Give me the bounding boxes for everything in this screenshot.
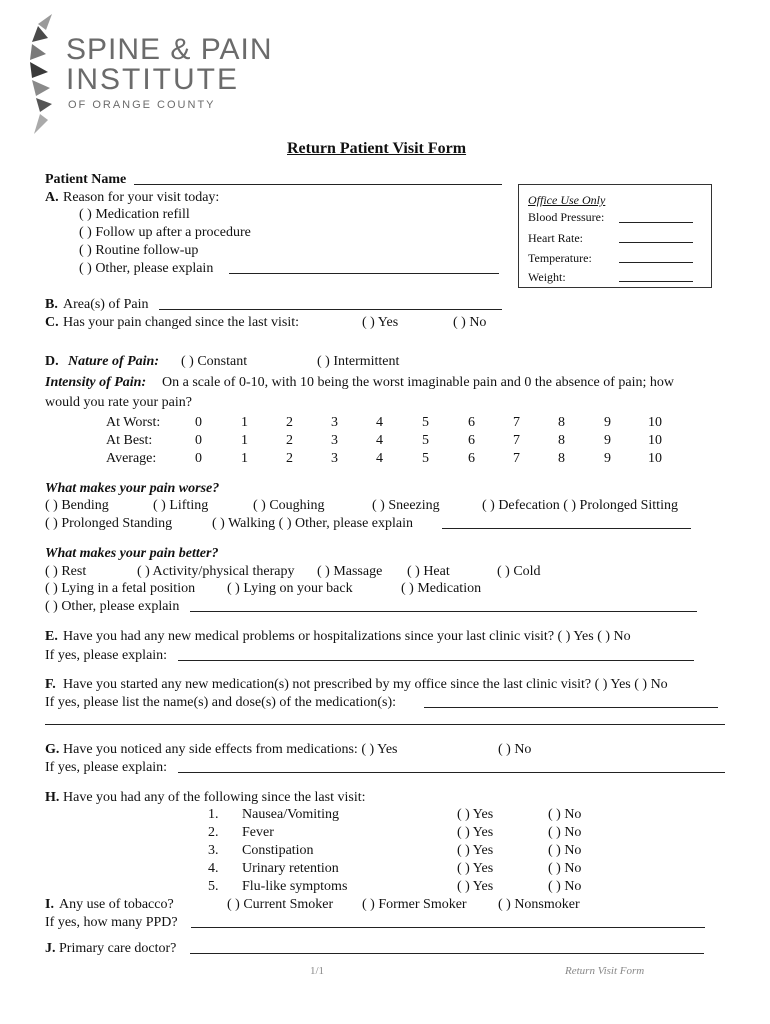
- intensity-text-line-1: On a scale of 0-10, with 10 being the worst imaginable pain and 0 the absence of pain; how: [162, 375, 675, 390]
- pain-at-worst-option-10[interactable]: 10: [648, 415, 662, 430]
- office-use-title: Office Use Only: [528, 193, 606, 207]
- symptom-no-option[interactable]: ( ) No: [548, 879, 582, 894]
- better-activity-therapy[interactable]: ( ) Activity/physical therapy: [137, 564, 295, 579]
- worse-other-field[interactable]: [442, 528, 691, 529]
- other-reason-field[interactable]: [229, 273, 499, 274]
- section-d-label: D.: [45, 354, 59, 369]
- better-other-field[interactable]: [190, 611, 697, 612]
- better-heading: What makes your pain better?: [45, 546, 219, 561]
- pain-at-worst-option-7[interactable]: 7: [513, 415, 520, 430]
- pain-average-option-0[interactable]: 0: [195, 451, 202, 466]
- pain-at-best-option-8[interactable]: 8: [558, 433, 565, 448]
- section-e-label: E.: [45, 629, 58, 644]
- primary-care-field[interactable]: [190, 953, 704, 954]
- symptom-no-option[interactable]: ( ) No: [548, 843, 582, 858]
- symptom-name: Urinary retention: [242, 861, 339, 876]
- section-c-question: Has your pain changed since the last visit:: [63, 315, 299, 330]
- pain-at-worst-option-0[interactable]: 0: [195, 415, 202, 430]
- section-i-question: Any use of tobacco?: [59, 897, 174, 912]
- weight-field[interactable]: [619, 281, 693, 282]
- better-other[interactable]: ( ) Other, please explain: [45, 599, 180, 614]
- heart-rate-label: Heart Rate:: [528, 231, 583, 245]
- pain-at-worst-option-1[interactable]: 1: [241, 415, 248, 430]
- pain-at-best-option-7[interactable]: 7: [513, 433, 520, 448]
- form-title: Return Patient Visit Form: [287, 140, 467, 157]
- pain-average-option-4[interactable]: 4: [376, 451, 383, 466]
- temperature-label: Temperature:: [528, 251, 592, 265]
- symptom-number: 2.: [208, 825, 219, 840]
- section-f-question: Have you started any new medication(s) not prescribed by my office since the last clinic visit? ( ) Yes ( ) No: [63, 677, 668, 692]
- section-f-explain-label: If yes, please list the name(s) and dose(s) of the medication(s):: [45, 695, 397, 710]
- patient-name-label: Patient Name: [45, 172, 127, 187]
- pain-at-worst-option-2[interactable]: 2: [286, 415, 293, 430]
- pain-at-best-option-10[interactable]: 10: [648, 433, 662, 448]
- worse-walking-other[interactable]: ( ) Walking ( ) Other, please explain: [212, 516, 413, 531]
- pain-at-best-option-6[interactable]: 6: [468, 433, 475, 448]
- office-use-box: [518, 184, 712, 288]
- option-medication-refill[interactable]: ( ) Medication refill: [79, 207, 190, 222]
- symptom-no-option[interactable]: ( ) No: [548, 825, 582, 840]
- tobacco-nonsmoker[interactable]: ( ) Nonsmoker: [498, 897, 580, 912]
- section-f-explain-field[interactable]: [424, 707, 718, 708]
- symptom-number: 1.: [208, 807, 219, 822]
- logo-mark: [24, 12, 58, 136]
- blood-pressure-label: Blood Pressure:: [528, 210, 605, 224]
- section-g-label: G.: [45, 742, 60, 757]
- better-lying-back[interactable]: ( ) Lying on your back: [227, 581, 353, 596]
- better-rest[interactable]: ( ) Rest: [45, 564, 87, 579]
- tobacco-former[interactable]: ( ) Former Smoker: [362, 897, 467, 912]
- section-e-explain-field[interactable]: [178, 660, 694, 661]
- option-follow-up-procedure[interactable]: ( ) Follow up after a procedure: [79, 225, 251, 240]
- symptom-yes-option[interactable]: ( ) Yes: [457, 825, 494, 840]
- pain-intermittent-option[interactable]: ( ) Intermittent: [317, 354, 400, 369]
- logo-line-1: SPINE & PAIN: [66, 33, 273, 66]
- worse-defecation-sitting[interactable]: ( ) Defecation ( ) Prolonged Sitting: [482, 498, 678, 513]
- pain-at-worst-option-5[interactable]: 5: [422, 415, 429, 430]
- patient-name-field[interactable]: [134, 184, 502, 185]
- pain-row-label-average: Average:: [106, 451, 157, 466]
- side-effects-no[interactable]: ( ) No: [498, 742, 532, 757]
- tobacco-current[interactable]: ( ) Current Smoker: [227, 897, 334, 912]
- section-a-question: Reason for your visit today:: [63, 190, 220, 205]
- nature-of-pain-label: Nature of Pain:: [68, 354, 159, 369]
- section-g-explain-field[interactable]: [178, 772, 725, 773]
- symptom-no-option[interactable]: ( ) No: [548, 807, 582, 822]
- pain-average-option-7[interactable]: 7: [513, 451, 520, 466]
- logo-line-2: INSTITUTE: [66, 63, 239, 96]
- logo-line-3: OF ORANGE COUNTY: [68, 99, 216, 111]
- heart-rate-field[interactable]: [619, 242, 693, 243]
- pain-at-worst-option-3[interactable]: 3: [331, 415, 338, 430]
- section-e-question: Have you had any new medical problems or hospitalizations since your last clinic visit? ( ) Yes ( ) No: [63, 629, 631, 644]
- better-massage[interactable]: ( ) Massage: [317, 564, 383, 579]
- pain-at-worst-option-6[interactable]: 6: [468, 415, 475, 430]
- pain-at-worst-option-4[interactable]: 4: [376, 415, 383, 430]
- weight-label: Weight:: [528, 270, 566, 284]
- symptom-number: 3.: [208, 843, 219, 858]
- symptom-name: Constipation: [242, 843, 314, 858]
- better-heat[interactable]: ( ) Heat: [407, 564, 450, 579]
- pain-average-option-2[interactable]: 2: [286, 451, 293, 466]
- pain-average-option-5[interactable]: 5: [422, 451, 429, 466]
- option-other-reason[interactable]: ( ) Other, please explain: [79, 261, 214, 276]
- pain-changed-no[interactable]: ( ) No: [453, 315, 487, 330]
- worse-bending[interactable]: ( ) Bending: [45, 498, 109, 513]
- pain-at-best-option-3[interactable]: 3: [331, 433, 338, 448]
- pain-at-best-option-5[interactable]: 5: [422, 433, 429, 448]
- better-medication[interactable]: ( ) Medication: [401, 581, 482, 596]
- intensity-of-pain-label: Intensity of Pain:: [45, 375, 147, 390]
- section-c-label: C.: [45, 315, 59, 330]
- footer-form-name: Return Visit Form: [565, 965, 645, 977]
- pain-average-option-10[interactable]: 10: [648, 451, 662, 466]
- pain-average-option-6[interactable]: 6: [468, 451, 475, 466]
- pain-at-best-option-2[interactable]: 2: [286, 433, 293, 448]
- section-h-label: H.: [45, 790, 60, 805]
- pain-row-label-at-worst: At Worst:: [106, 415, 161, 430]
- symptom-yes-option[interactable]: ( ) Yes: [457, 879, 494, 894]
- intensity-text-line-2: would you rate your pain?: [45, 395, 192, 410]
- section-b-label: B.: [45, 297, 58, 312]
- section-j-question: Primary care doctor?: [59, 941, 177, 956]
- section-g-explain-label: If yes, please explain:: [45, 760, 168, 775]
- option-routine-follow-up[interactable]: ( ) Routine follow-up: [79, 243, 199, 258]
- worse-prolonged-standing[interactable]: ( ) Prolonged Standing: [45, 516, 173, 531]
- section-e-explain-label: If yes, please explain:: [45, 648, 168, 663]
- section-f-label: F.: [45, 677, 56, 692]
- pain-average-option-8[interactable]: 8: [558, 451, 565, 466]
- section-b-question: Area(s) of Pain: [63, 297, 149, 312]
- symptom-name: Nausea/Vomiting: [242, 807, 339, 822]
- ppd-field[interactable]: [191, 927, 705, 928]
- symptom-name: Flu-like symptoms: [242, 879, 348, 894]
- temperature-field[interactable]: [619, 262, 693, 263]
- section-i-label: I.: [45, 897, 54, 912]
- symptom-name: Fever: [242, 825, 274, 840]
- pain-constant-option[interactable]: ( ) Constant: [181, 354, 248, 369]
- pain-changed-yes[interactable]: ( ) Yes: [362, 315, 399, 330]
- worse-heading: What makes your pain worse?: [45, 481, 220, 496]
- pain-at-worst-option-9[interactable]: 9: [604, 415, 611, 430]
- pain-area-field[interactable]: [159, 309, 502, 310]
- section-f-extra-line[interactable]: [45, 724, 725, 725]
- page-number: 1/1: [310, 965, 325, 977]
- symptom-number: 5.: [208, 879, 219, 894]
- section-j-label: J.: [45, 941, 56, 956]
- section-g-question: Have you noticed any side effects from medications: ( ) Yes: [63, 742, 398, 757]
- pain-at-worst-option-8[interactable]: 8: [558, 415, 565, 430]
- pain-at-best-option-0[interactable]: 0: [195, 433, 202, 448]
- symptom-yes-option[interactable]: ( ) Yes: [457, 807, 494, 822]
- section-h-question: Have you had any of the following since the last visit:: [63, 790, 366, 805]
- pain-at-best-option-9[interactable]: 9: [604, 433, 611, 448]
- section-a-label: A.: [45, 190, 59, 205]
- worse-sneezing[interactable]: ( ) Sneezing: [372, 498, 440, 513]
- symptom-yes-option[interactable]: ( ) Yes: [457, 843, 494, 858]
- symptom-no-option[interactable]: ( ) No: [548, 861, 582, 876]
- pain-average-option-3[interactable]: 3: [331, 451, 338, 466]
- pain-average-option-9[interactable]: 9: [604, 451, 611, 466]
- pain-at-best-option-1[interactable]: 1: [241, 433, 248, 448]
- worse-coughing[interactable]: ( ) Coughing: [253, 498, 325, 513]
- ppd-label: If yes, how many PPD?: [45, 915, 178, 930]
- blood-pressure-field[interactable]: [619, 222, 693, 223]
- pain-row-label-at-best: At Best:: [106, 433, 153, 448]
- pain-at-best-option-4[interactable]: 4: [376, 433, 383, 448]
- worse-lifting[interactable]: ( ) Lifting: [153, 498, 209, 513]
- symptom-number: 4.: [208, 861, 219, 876]
- symptom-yes-option[interactable]: ( ) Yes: [457, 861, 494, 876]
- pain-average-option-1[interactable]: 1: [241, 451, 248, 466]
- better-cold[interactable]: ( ) Cold: [497, 564, 541, 579]
- better-fetal-position[interactable]: ( ) Lying in a fetal position: [45, 581, 196, 596]
